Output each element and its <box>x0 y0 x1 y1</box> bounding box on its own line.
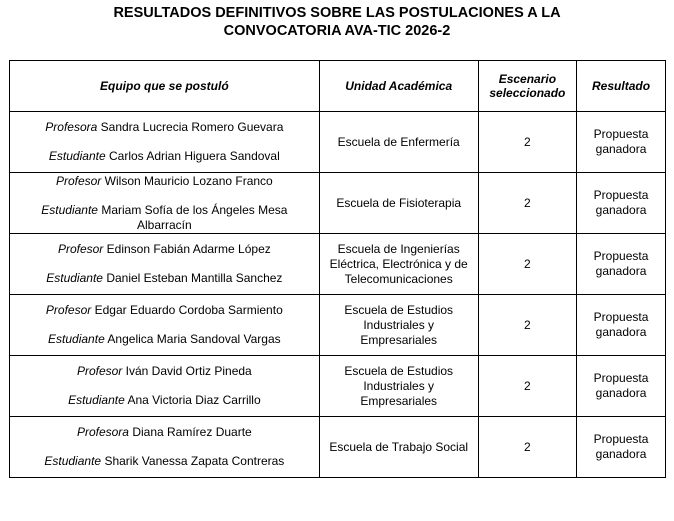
escenario-cell: 2 <box>478 234 576 295</box>
team-member-profesor <box>14 242 315 257</box>
table-row <box>10 356 666 417</box>
resultado-cell <box>577 295 666 356</box>
team-member-estudiante <box>14 393 315 408</box>
team-cell <box>10 234 320 295</box>
team-cell <box>10 173 320 234</box>
member-role: Profesor <box>57 242 104 256</box>
unidad-cell: Escuela de Fisioterapia <box>319 173 478 234</box>
table-header-row <box>10 61 666 112</box>
member-role: Estudiante <box>41 202 98 217</box>
team-cell <box>10 356 320 417</box>
member-name: Wilson Mauricio Lozano Franco <box>104 173 273 188</box>
member-name: Edgar Eduardo Cordoba Sarmiento <box>94 303 283 317</box>
member-role: Estudiante <box>46 271 103 285</box>
team-member-profesor <box>14 425 315 440</box>
header-escenario-line-1: Escenario <box>498 72 557 86</box>
member-role: Estudiante <box>48 149 106 163</box>
table-row <box>10 295 666 356</box>
title-line-1: RESULTADOS DEFINITIVOS SOBRE LAS POSTULACIONES A LA <box>113 5 561 21</box>
unidad-cell: Escuela de Estudios Industriales y Empresariales <box>319 356 478 417</box>
resultado-cell <box>577 234 666 295</box>
team-member-estudiante <box>14 149 315 164</box>
resultado-line-1: Propuesta <box>593 432 649 446</box>
resultado-line-1: Propuesta <box>593 188 649 202</box>
member-name: Daniel Esteban Mantilla Sanchez <box>106 271 283 285</box>
header-equipo: Equipo que se postuló <box>10 61 320 112</box>
member-name: Mariam Sofía de los Ángeles Mesa Albarracín <box>101 202 288 232</box>
member-role: Profesor <box>55 173 102 188</box>
team-cell <box>10 417 320 478</box>
team-cell <box>10 112 320 173</box>
title-line-2: CONVOCATORIA AVA-TIC 2026-2 <box>223 23 451 39</box>
member-role: Profesor <box>76 364 123 378</box>
member-name: Ana Victoria Diaz Carrillo <box>127 393 261 407</box>
header-escenario <box>478 61 576 112</box>
member-role: Profesora <box>45 120 98 134</box>
resultado-line-2: ganadora <box>595 264 647 278</box>
escenario-cell: 2 <box>478 173 576 234</box>
resultado-line-2: ganadora <box>595 142 647 156</box>
header-escenario-line-2: seleccionado <box>489 86 566 100</box>
resultado-cell <box>577 173 666 234</box>
member-role: Profesora <box>76 425 129 439</box>
team-cell <box>10 295 320 356</box>
resultado-line-1: Propuesta <box>593 127 649 141</box>
resultado-cell <box>577 112 666 173</box>
member-name: Sandra Lucrecia Romero Guevara <box>100 120 284 134</box>
escenario-cell: 2 <box>478 112 576 173</box>
header-unidad: Unidad Académica <box>319 61 478 112</box>
header-resultado: Resultado <box>577 61 666 112</box>
escenario-cell: 2 <box>478 356 576 417</box>
resultado-line-2: ganadora <box>595 447 647 461</box>
unidad-cell: Escuela de Trabajo Social <box>319 417 478 478</box>
escenario-cell: 2 <box>478 417 576 478</box>
resultado-line-1: Propuesta <box>593 310 649 324</box>
resultado-line-2: ganadora <box>595 203 647 217</box>
table-row <box>10 173 666 234</box>
team-member-profesor <box>14 364 315 379</box>
results-table <box>9 60 666 478</box>
resultado-line-1: Propuesta <box>593 249 649 263</box>
unidad-cell: Escuela de Ingenierías Eléctrica, Electrónica y de Telecomunicaciones <box>319 234 478 295</box>
member-name: Edinson Fabián Adarme López <box>106 242 271 256</box>
member-name: Diana Ramírez Duarte <box>132 425 252 439</box>
resultado-cell <box>577 417 666 478</box>
document-title <box>0 4 674 40</box>
member-role: Estudiante <box>68 393 125 407</box>
team-member-estudiante <box>14 332 315 347</box>
member-name: Sharik Vanessa Zapata Contreras <box>104 454 285 468</box>
table-body <box>10 112 666 478</box>
resultado-line-1: Propuesta <box>593 371 649 385</box>
table-row <box>10 112 666 173</box>
resultado-cell <box>577 356 666 417</box>
member-name: Iván David Ortiz Pineda <box>125 364 252 378</box>
team-member-estudiante <box>14 203 315 233</box>
team-member-estudiante <box>14 454 315 469</box>
table-row <box>10 234 666 295</box>
team-member-profesor <box>14 174 315 189</box>
member-role: Profesor <box>45 303 92 317</box>
resultado-line-2: ganadora <box>595 386 647 400</box>
resultado-line-2: ganadora <box>595 325 647 339</box>
team-member-estudiante <box>14 271 315 286</box>
escenario-cell: 2 <box>478 295 576 356</box>
unidad-cell: Escuela de Estudios Industriales y Empresariales <box>319 295 478 356</box>
member-name: Carlos Adrian Higuera Sandoval <box>108 149 280 163</box>
unidad-cell: Escuela de Enfermería <box>319 112 478 173</box>
member-name: Angelica Maria Sandoval Vargas <box>107 332 281 346</box>
team-member-profesor <box>14 303 315 318</box>
member-role: Estudiante <box>44 454 102 468</box>
table-row <box>10 417 666 478</box>
team-member-profesor <box>14 120 315 135</box>
member-role: Estudiante <box>48 332 105 346</box>
